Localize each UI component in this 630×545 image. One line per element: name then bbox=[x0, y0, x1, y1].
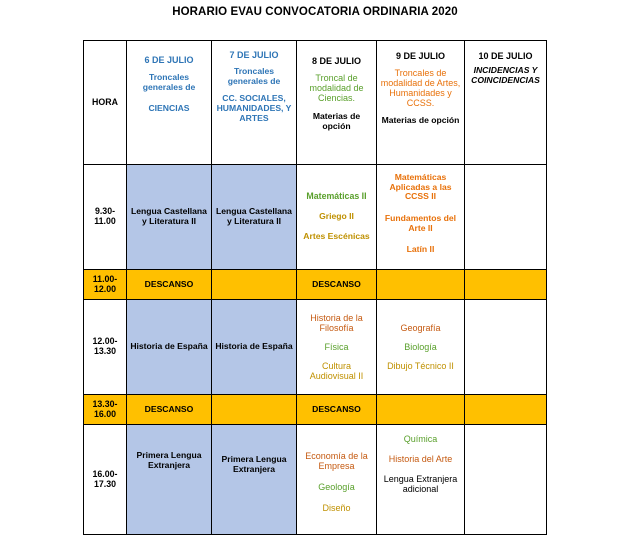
subject-item: Fundamentos del Arte II bbox=[384, 212, 457, 233]
break-day1: DESCANSO bbox=[127, 270, 212, 300]
subject-item: Historia de la Filosofía bbox=[310, 312, 363, 333]
subject-item: Latín II bbox=[406, 244, 435, 255]
subject-item: Historia del Arte bbox=[388, 454, 453, 465]
subject-item: Geografía bbox=[400, 322, 441, 333]
time-cell: 9.30- 11.00 bbox=[84, 165, 127, 270]
header-row bbox=[84, 41, 547, 165]
cell-row1-day1: Lengua Castellana y Literatura II bbox=[127, 165, 212, 270]
cell-row3-day3 bbox=[297, 425, 377, 535]
day-1-desc: Troncales generales de bbox=[142, 72, 196, 92]
break-day2 bbox=[212, 270, 297, 300]
subject-item: Griego II bbox=[319, 211, 354, 222]
time-cell: 11.00- 12.00 bbox=[84, 270, 127, 300]
day-4-options: Materias de opción bbox=[381, 115, 460, 126]
break-day5 bbox=[465, 270, 547, 300]
break-row-1 bbox=[84, 270, 547, 300]
cell-row2-day4 bbox=[377, 300, 465, 395]
day-1-subject-group: CIENCIAS bbox=[148, 103, 190, 114]
cell-row2-day3 bbox=[297, 300, 377, 395]
header-day-5 bbox=[465, 41, 547, 165]
day-4-date: 9 DE JULIO bbox=[395, 51, 445, 61]
cell-row1-day4 bbox=[377, 165, 465, 270]
break-day3: DESCANSO bbox=[297, 270, 377, 300]
cell-row3-day5 bbox=[465, 425, 547, 535]
subject-item: Lengua Extranjera adicional bbox=[383, 474, 458, 495]
subject-item: Física bbox=[324, 341, 349, 352]
row-12-00 bbox=[84, 300, 547, 395]
header-day-4 bbox=[377, 41, 465, 165]
day-2-subject-group: CC. SOCIALES, HUMANIDADES, Y ARTES bbox=[216, 93, 292, 123]
header-day-1 bbox=[127, 41, 212, 165]
day-4-desc: Troncales de modalidad de Artes, Humanidades y CCSS. bbox=[380, 68, 461, 109]
day-3-desc: Troncal de modalidad de Ciencias. bbox=[309, 73, 364, 104]
subject-item: Diseño bbox=[322, 503, 351, 514]
cell-row2-day1: Historia de España bbox=[127, 300, 212, 395]
cell-row2-day2: Historia de España bbox=[212, 300, 297, 395]
subject-item: Dibujo Técnico II bbox=[387, 361, 454, 372]
break-day2 bbox=[212, 395, 297, 425]
cell-row1-day2: Lengua Castellana y Literatura II bbox=[212, 165, 297, 270]
day-3-date: 8 DE JULIO bbox=[311, 56, 361, 66]
cell-row1-day5 bbox=[465, 165, 547, 270]
hora-header: HORA bbox=[84, 41, 127, 165]
day-1-date: 6 DE JULIO bbox=[144, 55, 194, 65]
row-16-00 bbox=[84, 425, 547, 535]
time-cell: 12.00- 13.30 bbox=[84, 300, 127, 395]
schedule-table bbox=[83, 40, 547, 535]
subject-item: Artes Escénicas bbox=[303, 230, 370, 241]
time-cell: 13.30- 16.00 bbox=[84, 395, 127, 425]
day-5-date: 10 DE JULIO bbox=[478, 51, 533, 61]
break-row-2 bbox=[84, 395, 547, 425]
subject-item: Cultura Audiovisual II bbox=[309, 361, 364, 382]
cell-row3-day2: Primera Lengua Extranjera bbox=[212, 425, 297, 535]
subject-item: Economía de la Empresa bbox=[305, 451, 368, 472]
time-cell: 16.00- 17.30 bbox=[84, 425, 127, 535]
day-3-options: Materias de opción bbox=[312, 111, 361, 131]
break-day5 bbox=[465, 395, 547, 425]
subject-item: Química bbox=[403, 434, 438, 444]
header-day-2 bbox=[212, 41, 297, 165]
subject-item: Biología bbox=[404, 341, 437, 352]
day-2-date: 7 DE JULIO bbox=[229, 50, 279, 60]
header-day-3 bbox=[297, 41, 377, 165]
break-day4 bbox=[377, 395, 465, 425]
row-9-30 bbox=[84, 165, 547, 270]
subject-item: Matemáticas II bbox=[306, 191, 367, 202]
break-day3: DESCANSO bbox=[297, 395, 377, 425]
cell-row3-day1: Primera Lengua Extranjera bbox=[127, 425, 212, 535]
break-day1: DESCANSO bbox=[127, 395, 212, 425]
cell-row1-day3 bbox=[297, 165, 377, 270]
break-day4 bbox=[377, 270, 465, 300]
subject-item: Matemáticas Aplicadas a las CCSS II bbox=[389, 172, 452, 202]
day-2-desc: Troncales generales de bbox=[227, 66, 281, 86]
cell-row3-day4 bbox=[377, 425, 465, 535]
cell-row2-day5 bbox=[465, 300, 547, 395]
day-5-desc: INCIDENCIAS Y COINCIDENCIAS bbox=[471, 65, 540, 85]
subject-item: Geología bbox=[318, 482, 355, 493]
document-title: HORARIO EVAU CONVOCATORIA ORDINARIA 2020 bbox=[172, 6, 458, 18]
